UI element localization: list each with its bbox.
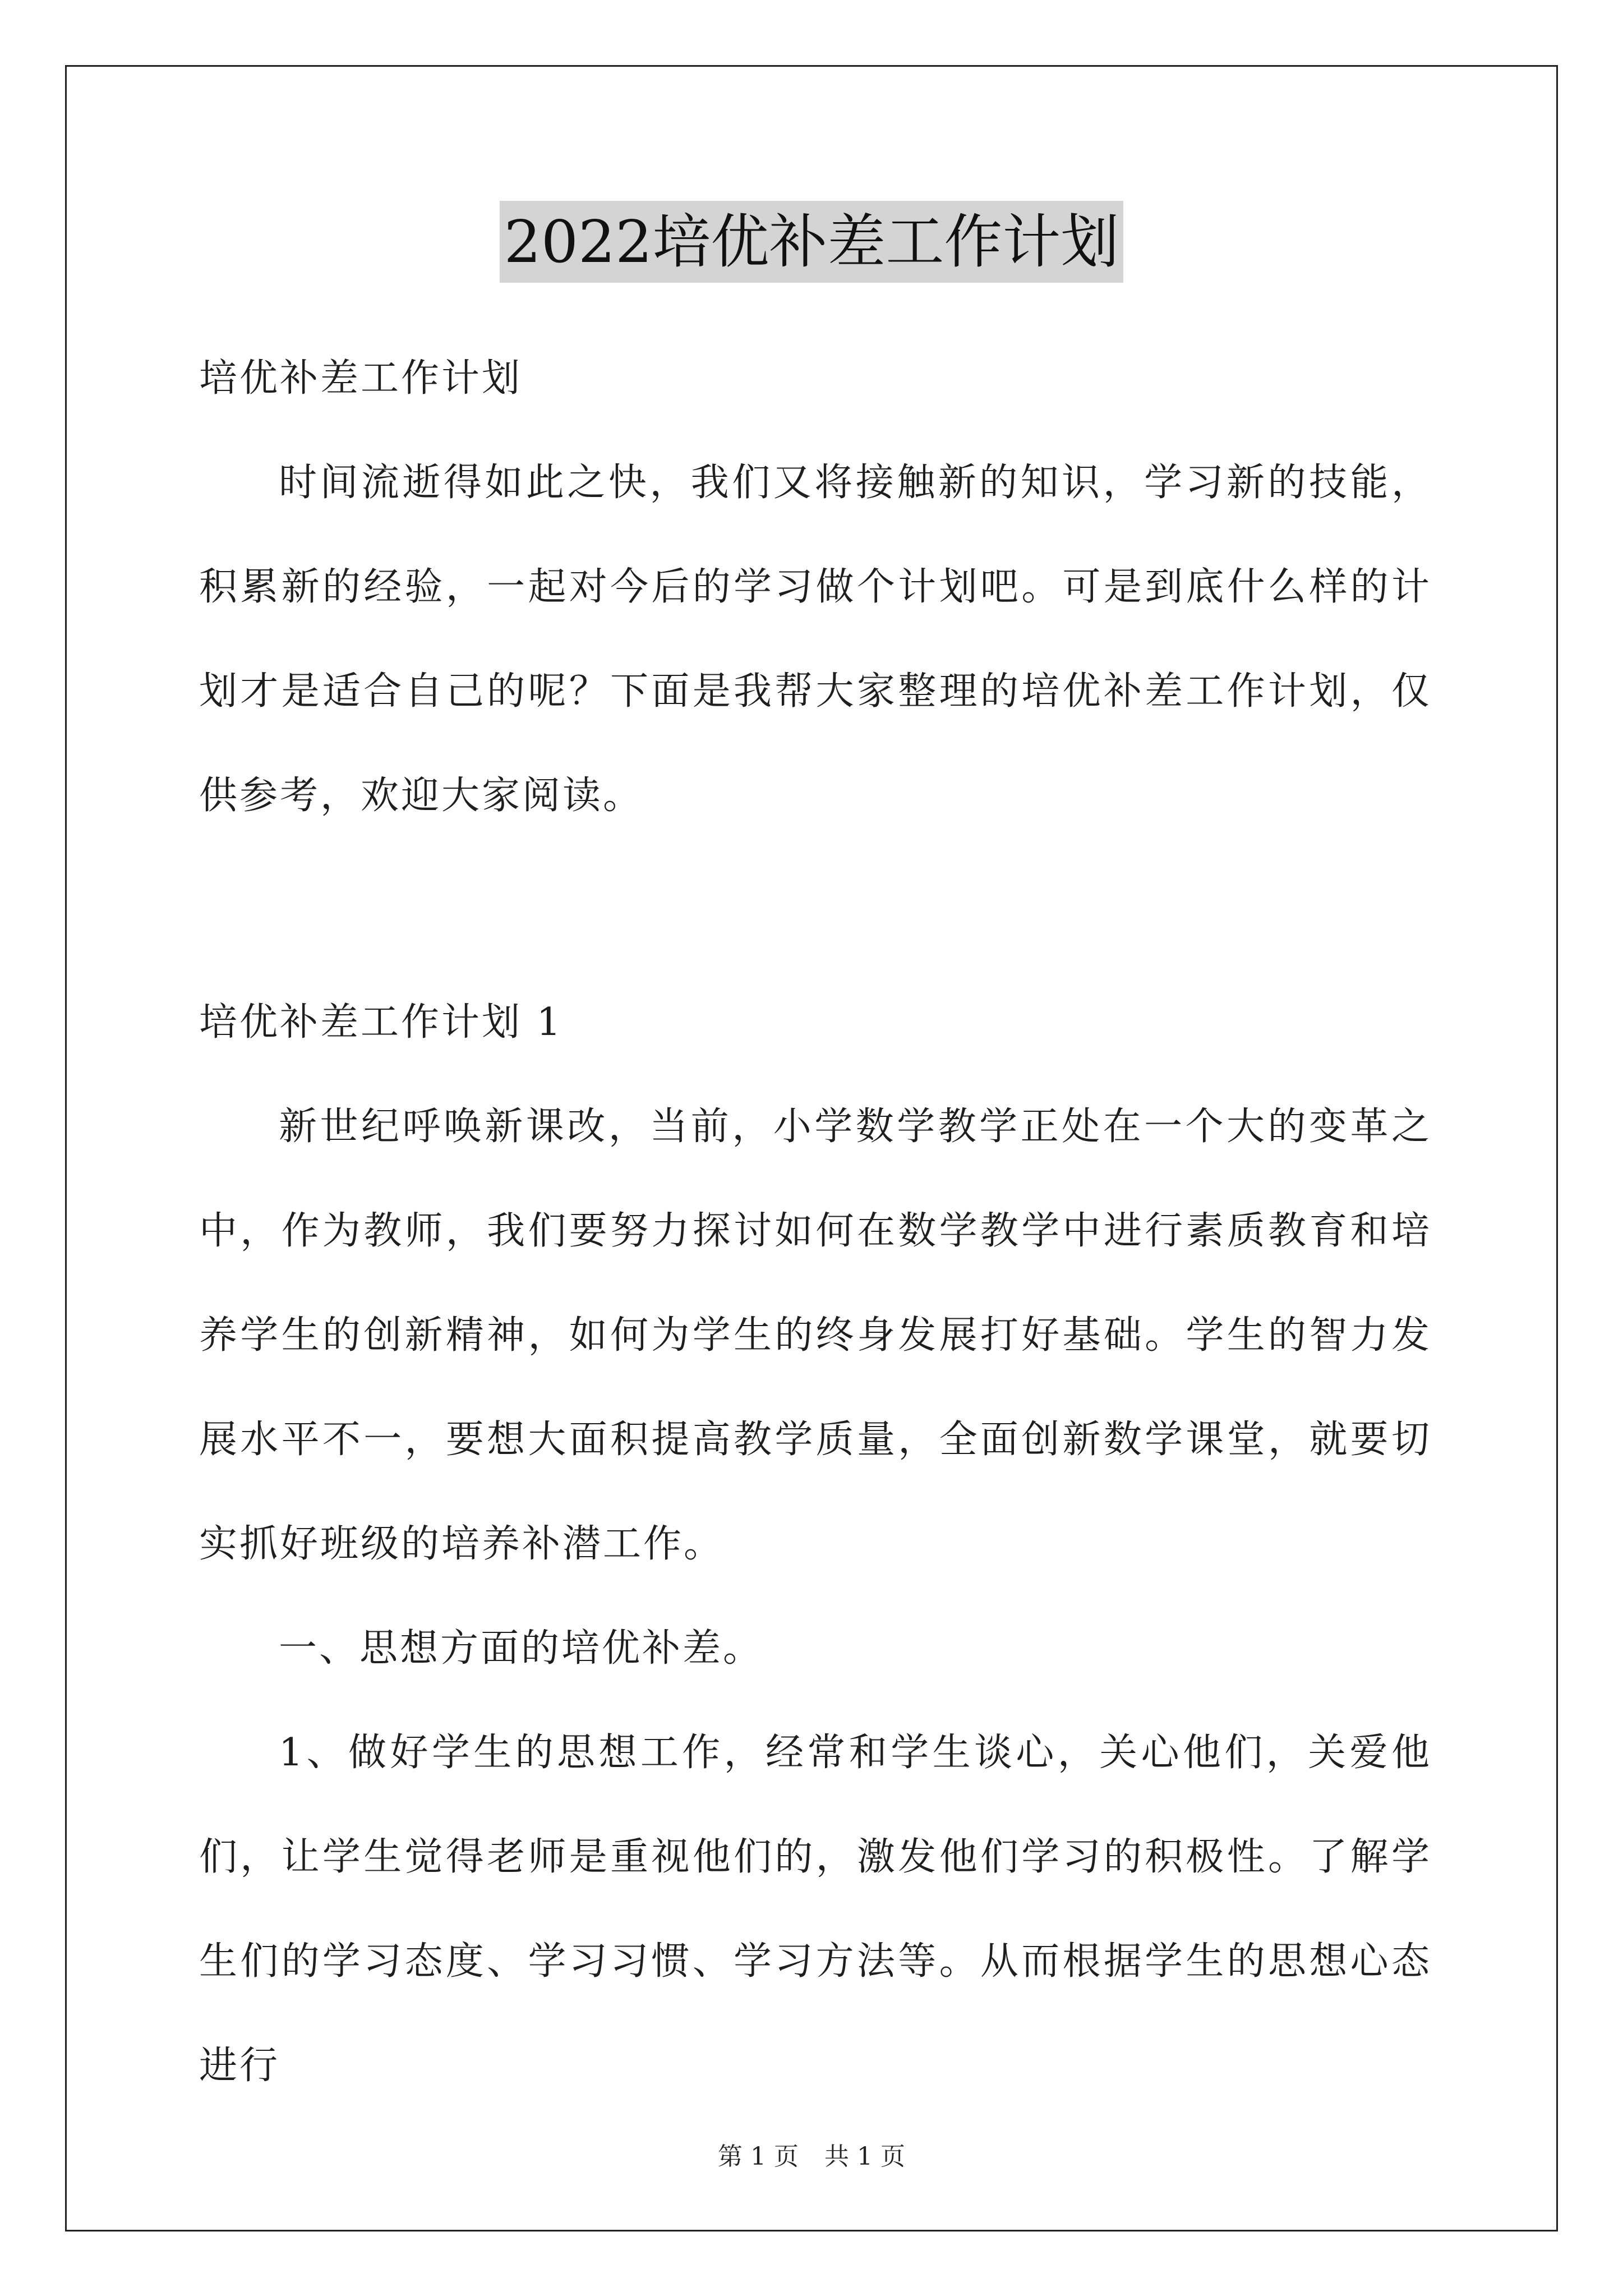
- page-footer: [0, 2136, 1623, 2172]
- document-title: 2022培优补差工作计划: [500, 201, 1124, 283]
- section-heading: 培优补差工作计划 1: [199, 1000, 563, 1045]
- intro-paragraph: 时间流逝得如此之快，我们又将接触新的知识，学习新的技能，积累新的经验，一起对今后的学习做个计划吧。可是到底什么样的计划才是适合自己的呢？下面是我帮大家整理的培优补差工作计划，仅供参考，欢迎大家阅读。: [199, 461, 1432, 818]
- document-subtitle: 培优补差工作计划: [199, 356, 523, 401]
- document-body: [199, 326, 1432, 848]
- section-body: [199, 970, 1432, 2118]
- page-number: 第 1 页: [718, 2142, 799, 2171]
- point-heading: 一、思想方面的培优补差。: [279, 1626, 764, 1671]
- point-1-paragraph: 1、做好学生的思想工作，经常和学生谈心，关心他们，关爱他们，让学生觉得老师是重视他们的，激发他们学习的积极性。了解学生们的学习态度、学习习惯、学习方法等。从而根据学生的思想心态进行: [199, 1731, 1432, 2088]
- section-paragraph: 新世纪呼唤新课改，当前，小学数学教学正处在一个大的变革之中，作为教师，我们要努力探讨如何在数学教学中进行素质教育和培养学生的创新精神，如何为学生的终身发展打好基础。学生的智力发展水平不一，要想大面积提高教学质量，全面创新数学课堂，就要切实抓好班级的培养补潜工作。: [199, 1105, 1432, 1566]
- title-container: [0, 201, 1623, 283]
- page-total: 共 1 页: [824, 2142, 905, 2171]
